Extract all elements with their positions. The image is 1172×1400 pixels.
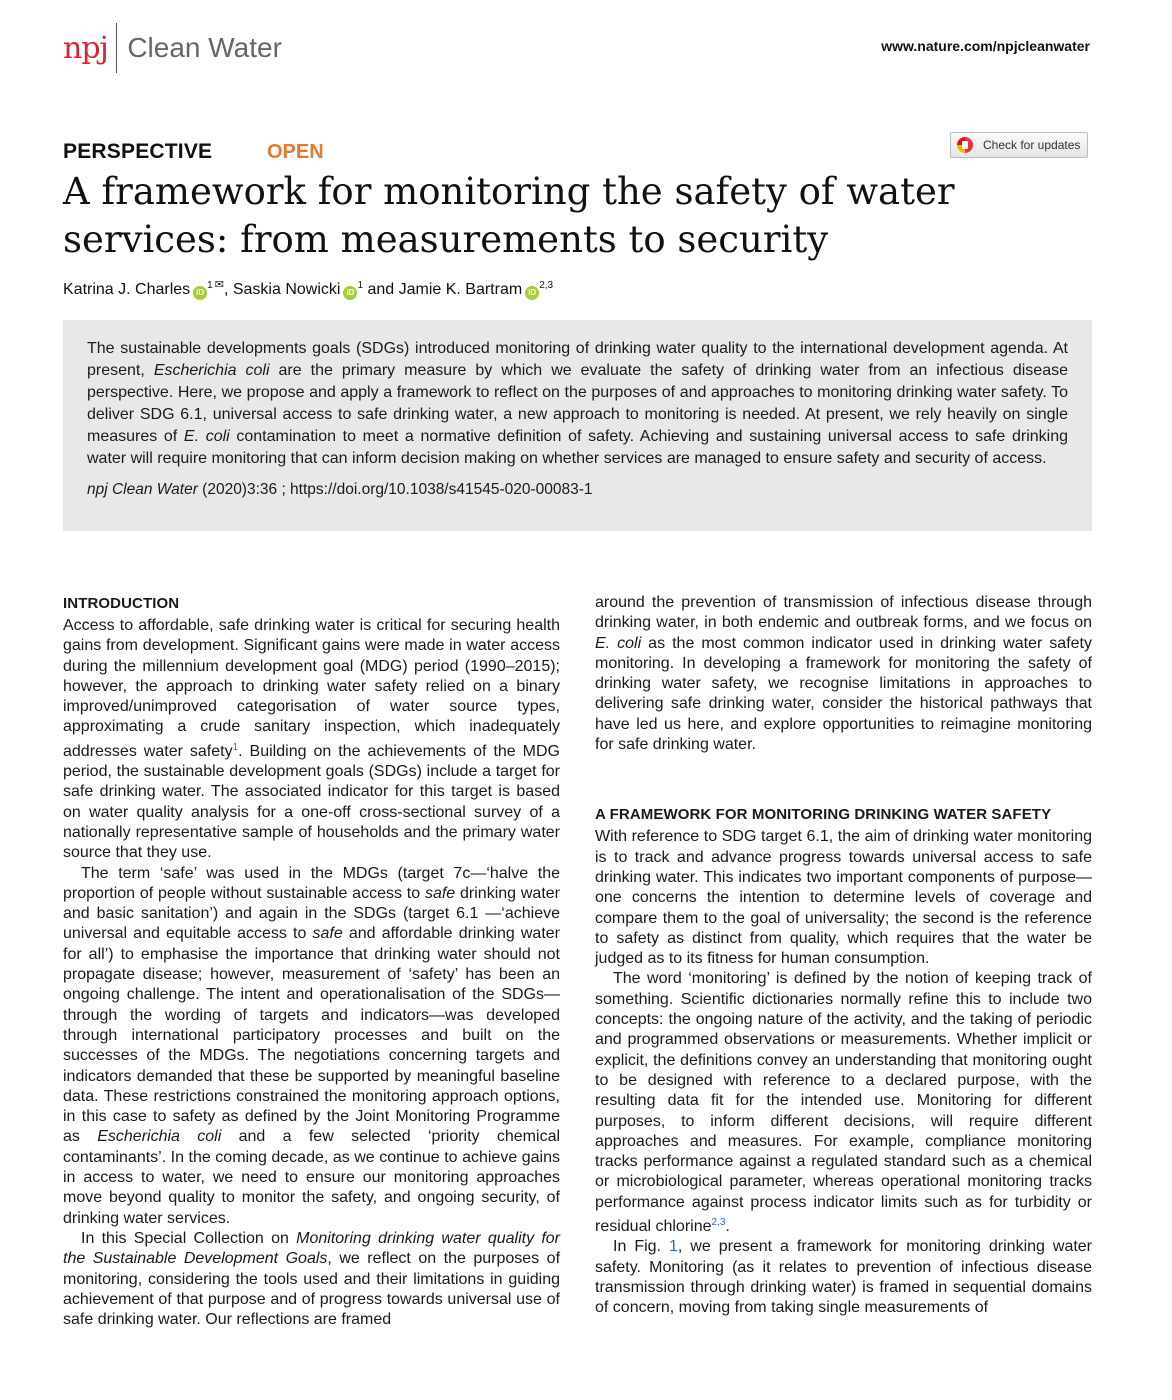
- text-run: as the most common indicator used in drinking water safety monitoring. In developing a framework for monitoring the safety of drinking water safety, we recognise limitations in approaches to delivering safe drinking water, consider the historical pathways that have led us here, and explore opportunities to reimagine monitoring for safe drinking water.: [595, 634, 1092, 754]
- citation: [87, 479, 1068, 501]
- section-heading-framework: A FRAMEWORK FOR MONITORING DRINKING WATER SAFETY: [595, 806, 1052, 824]
- text-run: . Building on the achievements of the MDG period, the sustainable development goals (SDGs) include a target for safe drinking water. The associated indicator for this target is based on water quality analysis for a one-off cross-sectional survey of a nationally representative sample of households and the primary water source that they use.: [63, 742, 560, 862]
- author-affiliation: 1: [357, 280, 363, 291]
- text-run: , we reflect on the purposes of monitoring, considering the tools used and their limitations in guiding achievement of that purpose and of progress towards universal use of safe drinking water. Our reflections are framed: [63, 1250, 561, 1329]
- section-spacer: [595, 755, 1092, 804]
- author-affiliation: 1: [207, 280, 213, 291]
- author-name[interactable]: Jamie K. Bartram: [398, 281, 523, 298]
- orcid-icon[interactable]: iD: [525, 286, 539, 300]
- italic-run: E. coli: [595, 634, 642, 652]
- author-name[interactable]: Katrina J. Charles: [63, 281, 191, 298]
- text-run: In Fig.: [613, 1238, 669, 1256]
- text-run: are the primary measure by which we evaluate the safety of drinking water from an infectious disease perspective. Here, we propose and apply a framework to reflect on the purposes of and approaches to monitoring drinking water safety. To deliver SDG 6.1, universal access to safe drinking water, a new approach to monitoring is needed. At present, we rely heavily on single measures of: [87, 362, 1068, 445]
- citation-journal: npj Clean Water: [87, 481, 198, 498]
- text-run: and a few selected ‘priority chemical contaminants’. In the coming decade, as we continue to achieve gains in access to water, we need to ensure our monitoring approaches move beyond quality to monitor the safety, and ongoing security, of drinking water services.: [63, 1128, 561, 1227]
- logo-journal-name: Clean Water: [127, 32, 282, 63]
- author-affiliation: 2,3: [539, 280, 554, 291]
- italic-run: E. coli: [183, 428, 230, 445]
- body-column-right: [595, 593, 1092, 1319]
- author-list: [63, 278, 553, 300]
- site-url-link[interactable]: www.nature.com/npjcleanwater: [881, 38, 1090, 54]
- figure-link[interactable]: 1: [668, 1238, 678, 1256]
- text-run: contamination to meet a normative definition of safety. Achieving and sustaining universal access to safe drinking water will require monitoring that can inform decision making on whether services are managed to ensure safety and security of access.: [87, 428, 1068, 467]
- text-run: .: [725, 1218, 730, 1236]
- paragraph: [63, 1229, 560, 1330]
- citation-doi[interactable]: (2020)3:36 ; https://doi.org/10.1038/s41545-020-00083-1: [197, 481, 593, 498]
- logo-npj: npj: [63, 30, 108, 66]
- text-run: around the prevention of transmission of infectious disease through drinking water, in both endemic and outbreak forms, and we focus on: [595, 594, 1092, 632]
- paragraph: [595, 593, 1092, 755]
- reference-link[interactable]: 1: [232, 741, 239, 753]
- text-run: The word ‘monitoring’ is defined by the notion of keeping track of something. Scientific dictionaries normally refine this to include two concepts: the ongoing nature of the activity, and the taking of periodic and programmed observations or measurements. Whether implicit or explicit, the definitions convey an understanding that monitoring ought to be designed with reference to a declared purpose, with the resulting data fit for the intended use. Monitoring for different purposes, to inform different decisions, will require different approaches and measures. For example, compliance monitoring tracks performance against a regulated standard such as a chemical or microbiological parameter, whereas operational monitoring tracks performance against process indicator limits such as for turbidity or residual chlorine: [595, 970, 1092, 1236]
- abstract-box: [63, 320, 1092, 531]
- abstract-text: [87, 338, 1068, 470]
- text-run: Access to affordable, safe drinking water is critical for securing health gains from development. Significant gains were made in water access during the millennium development goal (MDG) period (1990–2015); however, the approach to drinking water safety relied on a binary improved/unimproved categorisation of water source types, approximating a crude sanitary inspection, which inadequately addresses water safety: [63, 617, 560, 760]
- paragraph: [63, 616, 560, 864]
- author-separator: and: [363, 281, 399, 298]
- text-run: drinking water and basic sanitation’) and again in the SDGs (target 6.1 —‘achieve universal and equitable access to: [63, 884, 560, 943]
- article-type: PERSPECTIVE: [63, 140, 213, 163]
- logo-divider: [116, 23, 118, 73]
- section-heading-introduction: INTRODUCTION: [63, 595, 180, 612]
- text-run: , we present a framework for monitoring drinking water safety. Monitoring (as it relates to prevention of infectious disease transmission through drinking water) is framed in sequential domains of concern, moving from taking single measurements of: [595, 1238, 1093, 1317]
- author-separator: ,: [223, 281, 233, 298]
- text-run: and affordable drinking water for all’) to emphasise the importance that drinking water should not propagate disease; however, measurement of ‘safety’ has been an ongoing challenge. The intent and operationalisation of the SDGs—through the wording of targets and indicators—was developed through international participatory processes and built on the successes of the MDGs. The negotiations concerning targets and indicators demanded that these be supported by meaningful baseline data. These restrictions constrained the monitoring approach options, in this case to safety as defined by the Joint Monitoring Programme as: [63, 925, 560, 1146]
- italic-run: safe: [312, 925, 343, 943]
- italic-run: Monitoring drinking water quality for the Sustainable Development Goals: [63, 1229, 561, 1268]
- orcid-icon[interactable]: iD: [193, 286, 207, 300]
- italic-run: safe: [424, 884, 456, 902]
- reference-link[interactable]: 2,3: [711, 1217, 726, 1229]
- paragraph: [595, 969, 1092, 1237]
- paragraph: [63, 864, 560, 1229]
- text-run: The term ‘safe’ was used in the MDGs (target 7c—‘halve the proportion of people without sustainable access to: [63, 864, 560, 902]
- orcid-icon[interactable]: iD: [343, 286, 357, 300]
- italic-run: Escherichia coli: [97, 1128, 222, 1146]
- author-name[interactable]: Saskia Nowicki: [232, 281, 341, 298]
- paragraph: With reference to SDG target 6.1, the aim of drinking water monitoring is to track and advance progress towards universal access to safe drinking water. This indicates two important components of purpose—one concerns the intention to determine levels of coverage and compare them to the goal of universality; the second is the reference to safety as distinct from quality, which requires that the water be judged as to its fitness for human consumption.: [595, 828, 1092, 968]
- journal-logo[interactable]: [63, 22, 282, 74]
- open-access-label: OPEN: [267, 141, 324, 163]
- check-for-updates-label: Check for updates: [983, 138, 1081, 152]
- email-icon[interactable]: ✉: [214, 279, 224, 291]
- check-for-updates-button[interactable]: [950, 132, 1088, 158]
- text-run: In this Special Collection on: [81, 1229, 297, 1247]
- article-title: A framework for monitoring the safety of water services: from measurements to security: [63, 170, 955, 261]
- paragraph: [595, 1237, 1092, 1318]
- text-run: The sustainable developments goals (SDGs) introduced monitoring of drinking water quality to the international development agenda. At present,: [87, 340, 1068, 379]
- body-column-left: [63, 593, 560, 1330]
- crossmark-icon: [957, 137, 973, 153]
- italic-run: Escherichia coli: [153, 362, 270, 379]
